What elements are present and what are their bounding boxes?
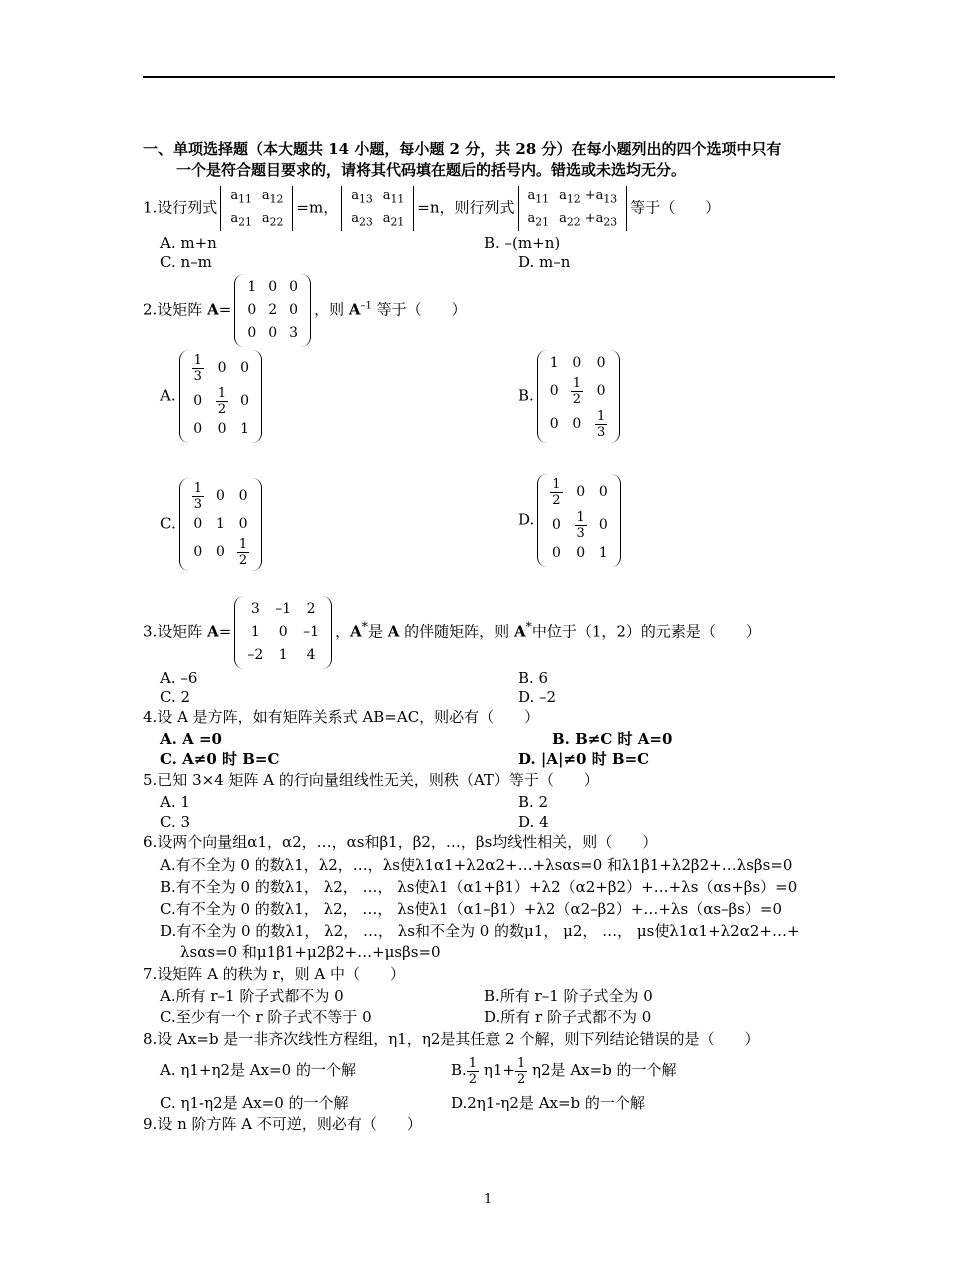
q3-option-b: B. 6 (518, 669, 549, 687)
q7-option-b: B.所有 r–1 阶子式全为 0 (484, 987, 653, 1005)
matrix-q3: 3 –1 2 1 0 –1 –2 1 4 (234, 596, 332, 669)
section-heading-line1: 一、单项选择题（本大题共 14 小题，每小题 2 分，共 28 分）在每小题列出的四个选项中只有 (143, 140, 782, 158)
header-rule (143, 76, 835, 78)
q6-option-a: A.有不全为 0 的数λ1，λ2，…，λs使λ1α1+λ2α2+…+λsαs=0 和λ1β1+λ2β2+…λsβs=0 (160, 856, 793, 874)
q5-option-d: D. 4 (518, 813, 549, 831)
q4-option-d: D. |A|≠0 时 B=C (518, 750, 650, 768)
q1-option-b: B. –(m+n) (484, 234, 561, 252)
q1-option-c: C. n–m (160, 253, 212, 271)
q4-option-a: A. A =0 (160, 730, 222, 748)
q2-option-a: A. $\frac{1}{3}$ 0 0 0 $\frac{1}{2}$ 0 0 0 1 (160, 350, 265, 443)
q3-option-c: C. 2 (160, 688, 191, 706)
question-1: 1.设行列式 $a_{11}$ $a_{12}$ $a_{21}$ $a_{22}$ =m， $a_{13}$ $a_{11}$ $a_{23}$ $a_{21}$ =n，则行列式 $a_{11}$ $a_{12} +a_{13}$ $a_{21}$ $a_{22} +a_{23}$ 等于（ ） (143, 186, 720, 231)
matrix-a: 1 0 0 0 2 0 0 0 3 (234, 274, 311, 347)
q6-option-d-line2: λsαs=0 和μ1β1+μ2β2+…+μsβs=0 (180, 943, 441, 961)
question-6: 6.设两个向量组α1，α2，…，αs和β1，β2，…，βs均线性相关，则（ ） (143, 833, 658, 851)
section-heading-line2: 一个是符合题目要求的，请将其代码填在题后的括号内。错选或未选均无分。 (176, 161, 687, 179)
determinant-3: $a_{11}$ $a_{12} +a_{13}$ $a_{21}$ $a_{22} +a_{23}$ (518, 186, 628, 231)
q7-option-c: C.至少有一个 r 阶子式不等于 0 (160, 1008, 372, 1026)
q8-option-d: D.2η1-η2是 Ax=b 的一个解 (451, 1094, 645, 1112)
q1-option-a: A. m+n (160, 234, 217, 252)
q8-option-b: B. $\frac{1}{2}$ η1+ $\frac{1}{2}$ η2是 Ax=b 的一个解 (451, 1055, 677, 1087)
q2-option-c: C. $\frac{1}{3}$ 0 0 0 1 0 0 0 $\frac{1}{2}$ (160, 478, 265, 571)
q6-option-c: C.有不全为 0 的数λ1， λ2， …， λs使λ1（α1–β1）+λ2（α2–β2）+…+λs（αs–βs）=0 (160, 900, 782, 918)
q6-option-d-line1: D.有不全为 0 的数λ1， λ2， …， λs和不全为 0 的数μ1， μ2， …， μs使λ1α1+λ2α2+…+ (160, 922, 800, 940)
question-2: 2.设矩阵 A= 1 0 0 0 2 0 0 0 3 ，则 $A^{-1}$ 等于（ ） (143, 274, 467, 347)
q8-option-c: C. η1-η2是 Ax=0 的一个解 (160, 1094, 349, 1112)
question-3: 3.设矩阵 A= 3 –1 2 1 0 –1 –2 1 4 ，A*是 A 的伴随矩阵，则 A*中位于（1，2）的元素是（ ） (143, 596, 761, 669)
q7-option-a: A.所有 r–1 阶子式都不为 0 (160, 987, 344, 1005)
q2-option-d: D. $\frac{1}{2}$ 0 0 0 $\frac{1}{3}$ 0 0 0 1 (518, 474, 624, 567)
q4-option-c: C. A≠0 时 B=C (160, 750, 280, 768)
q5-option-a: A. 1 (160, 793, 190, 811)
q2-option-b: B. 1 0 0 0 $\frac{1}{2}$ 0 0 0 $\frac{1}{3}$ (518, 350, 623, 443)
question-4: 4.设 A 是方阵，如有矩阵关系式 AB=AC，则必有（ ） (143, 708, 540, 726)
q1-option-d: D. m–n (518, 253, 571, 271)
question-5: 5.已知 3×4 矩阵 A 的行向量组线性无关，则秩（AT）等于（ ） (143, 771, 599, 789)
q6-option-b: B.有不全为 0 的数λ1， λ2， …， λs使λ1（α1+β1）+λ2（α2+β2）+…+λs（αs+βs）=0 (160, 878, 798, 896)
question-8: 8.设 Ax=b 是一非齐次线性方程组，η1，η2是其任意 2 个解，则下列结论错误的是（ ） (143, 1030, 760, 1048)
question-7: 7.设矩阵 A 的秩为 r，则 A 中（ ） (143, 965, 405, 983)
page-number: 1 (484, 1192, 493, 1207)
q3-option-d: D. –2 (518, 688, 557, 706)
q3-option-a: A. –6 (160, 669, 198, 687)
q8-option-a: A. η1+η2是 Ax=0 的一个解 (160, 1061, 356, 1079)
q5-option-b: B. 2 (518, 793, 549, 811)
q4-option-b: B. B≠C 时 A=0 (552, 730, 673, 748)
q5-option-c: C. 3 (160, 813, 191, 831)
question-9: 9.设 n 阶方阵 A 不可逆，则必有（ ） (143, 1115, 422, 1133)
determinant-1: $a_{11}$ $a_{12}$ $a_{21}$ $a_{22}$ (220, 186, 293, 231)
q7-option-d: D.所有 r 阶子式都不为 0 (484, 1008, 652, 1026)
determinant-2: $a_{13}$ $a_{11}$ $a_{23}$ $a_{21}$ (341, 186, 414, 231)
